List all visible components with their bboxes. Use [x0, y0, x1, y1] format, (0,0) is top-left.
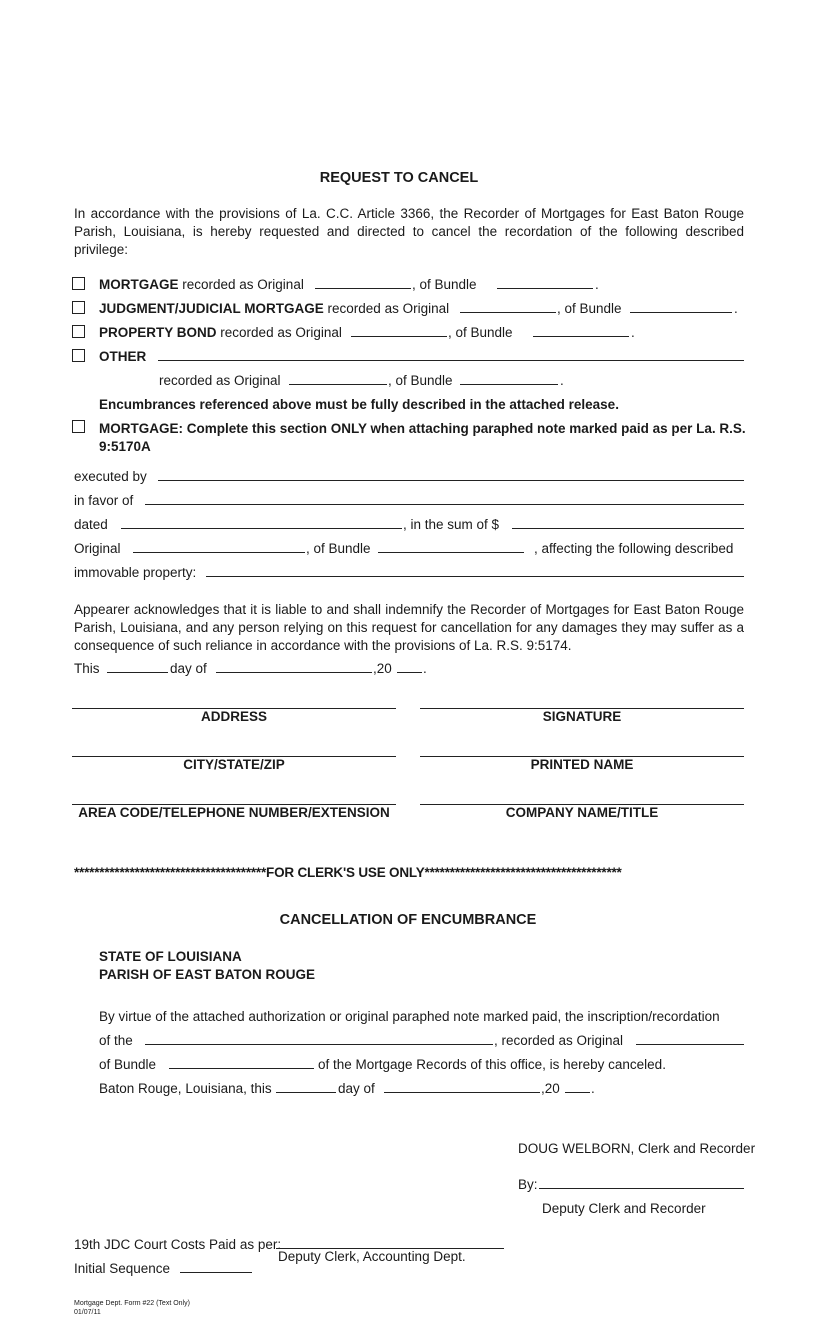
other-checkbox[interactable]: [72, 349, 85, 362]
judgment-bundle-field[interactable]: [630, 312, 732, 313]
sum-field[interactable]: [512, 528, 744, 529]
bond-end: .: [631, 325, 635, 340]
of-the-label: of the: [99, 1033, 133, 1048]
encumbrance-note: Encumbrances referenced above must be fully described in the attached release.: [99, 397, 619, 412]
state-label: STATE OF LOUISIANA: [99, 949, 242, 964]
judgment-label: JUDGMENT/JUDICIAL MORTGAGE: [99, 301, 324, 316]
judgment-original-field[interactable]: [460, 312, 556, 313]
bond-original-field[interactable]: [351, 336, 447, 337]
bond-bundle-field[interactable]: [533, 336, 629, 337]
other-original-field[interactable]: [289, 384, 387, 385]
day-of-label: day of: [170, 661, 207, 676]
year-prefix: ,20: [373, 661, 392, 676]
dated-field[interactable]: [121, 528, 402, 529]
acknowledgment-paragraph: Appearer acknowledges that it is liable to and shall indemnify the Recorder of Mortgages for East Baton Rouge Parish, Louisiana, and any person relying on this request for cancellation for any damages they may suffer as a consequence of such reliance in accordance with the provisions of La. R.S. 9:5174.: [74, 602, 744, 653]
mortgage-checkbox[interactable]: [72, 277, 85, 290]
accounting-label: Deputy Clerk, Accounting Dept.: [278, 1249, 466, 1264]
recorded-original-label: , recorded as Original: [494, 1033, 624, 1048]
judgment-bundle-text: , of Bundle: [557, 301, 622, 316]
other-bundle-text: , of Bundle: [388, 373, 453, 388]
court-costs-label: 19th JDC Court Costs Paid as per:: [74, 1237, 282, 1252]
mortgage-label: MORTGAGE: [99, 277, 179, 292]
intro-paragraph: In accordance with the provisions of La. C.C. Article 3366, the Recorder of Mortgages for East Baton Rouge Parish, Louisiana, is hereby requested and directed to cancel the recordation of the following described privilege:: [74, 206, 744, 257]
mortgage-recorded-text: recorded as Original: [182, 277, 304, 292]
initial-sequence-field[interactable]: [180, 1272, 252, 1273]
original-field[interactable]: [133, 552, 305, 553]
clerk-use-banner: **************************************FOR CLERK'S USE ONLY***************************************: [74, 866, 622, 880]
bond-label: PROPERTY BOND: [99, 325, 217, 340]
parish-label: PARISH OF EAST BATON ROUGE: [99, 967, 316, 982]
cancel-bundle-label: of Bundle: [99, 1057, 157, 1072]
bond-checkbox[interactable]: [72, 325, 85, 338]
day-field[interactable]: [107, 672, 168, 673]
bond-option: [99, 326, 342, 340]
mortgage-option: [99, 278, 304, 292]
city-label: CITY/STATE/ZIP: [183, 757, 285, 772]
page-title: REQUEST TO CANCEL: [319, 170, 479, 186]
mortgage-bundle-field[interactable]: [497, 288, 593, 289]
mortgage-end: .: [595, 277, 599, 292]
mortgage-bundle-text: , of Bundle: [412, 277, 477, 292]
other-recorded-text: recorded as Original: [159, 373, 281, 388]
year-field[interactable]: [397, 672, 422, 673]
cancel-date-end: .: [591, 1081, 595, 1096]
cancel-day-field[interactable]: [276, 1092, 336, 1093]
other-description-field[interactable]: [158, 360, 744, 361]
executed-by-field[interactable]: [158, 480, 744, 481]
deputy-label: Deputy Clerk and Recorder: [542, 1201, 706, 1216]
company-label: COMPANY NAME/TITLE: [505, 805, 659, 820]
affecting-label: , affecting the following described: [534, 541, 734, 556]
cancellation-title: CANCELLATION OF ENCUMBRANCE: [279, 912, 537, 928]
other-end: .: [560, 373, 564, 388]
immovable-field[interactable]: [206, 576, 744, 577]
bond-recorded-text: recorded as Original: [220, 325, 342, 340]
judgment-end: .: [734, 301, 738, 316]
judgment-recorded-text: recorded as Original: [327, 301, 450, 316]
cancel-day-of-label: day of: [338, 1081, 375, 1096]
form-number: Mortgage Dept. Form #22 (Text Only): [74, 1300, 190, 1307]
cancel-bundle-field[interactable]: [169, 1068, 314, 1069]
executed-by-label: executed by: [74, 469, 147, 484]
sum-label: , in the sum of $: [403, 517, 500, 532]
bond-bundle-text: , of Bundle: [448, 325, 513, 340]
in-favor-of-field[interactable]: [145, 504, 744, 505]
of-the-field[interactable]: [145, 1044, 493, 1045]
printed-name-label: PRINTED NAME: [530, 757, 634, 772]
judgment-option: [99, 302, 449, 316]
signature-label: SIGNATURE: [542, 709, 622, 724]
other-label: OTHER: [99, 349, 147, 364]
records-text: of the Mortgage Records of this office, is hereby canceled.: [318, 1057, 666, 1072]
clerk-name: DOUG WELBORN, Clerk and Recorder: [518, 1141, 756, 1156]
address-label: ADDRESS: [200, 709, 267, 724]
judgment-checkbox[interactable]: [72, 301, 85, 314]
this-label: This: [74, 661, 100, 676]
month-field[interactable]: [216, 672, 372, 673]
in-favor-of-label: in favor of: [74, 493, 134, 508]
by-label: By:: [518, 1177, 538, 1192]
cancel-month-field[interactable]: [384, 1092, 540, 1093]
clerk-signature-field[interactable]: [539, 1188, 744, 1189]
other-bundle-field[interactable]: [460, 384, 558, 385]
cancel-year-prefix: ,20: [541, 1081, 560, 1096]
baton-rouge-label: Baton Rouge, Louisiana, this: [99, 1081, 272, 1096]
initial-sequence-label: Initial Sequence: [74, 1261, 171, 1276]
mortgage-section-checkbox[interactable]: [72, 420, 85, 433]
form-date: 01/07/11: [74, 1309, 101, 1316]
of-bundle-label: , of Bundle: [306, 541, 371, 556]
cancel-original-field[interactable]: [636, 1044, 744, 1045]
dated-label: dated: [74, 517, 108, 532]
cancellation-line1: By virtue of the attached authorization or original paraphed note marked paid, the inscription/recordation: [99, 1009, 720, 1024]
immovable-label: immovable property:: [74, 565, 197, 580]
mortgage-section-line2: 9:5170A: [99, 439, 151, 454]
cancel-year-field[interactable]: [565, 1092, 590, 1093]
bundle-field[interactable]: [378, 552, 524, 553]
mortgage-section-line1: MORTGAGE: Complete this section ONLY when attaching paraphed note marked paid as per La. R.S.: [99, 421, 746, 436]
date-end: .: [423, 661, 427, 676]
original-label: Original: [74, 541, 121, 556]
mortgage-original-field[interactable]: [315, 288, 411, 289]
phone-label: AREA CODE/TELEPHONE NUMBER/EXTENSION: [78, 805, 390, 820]
